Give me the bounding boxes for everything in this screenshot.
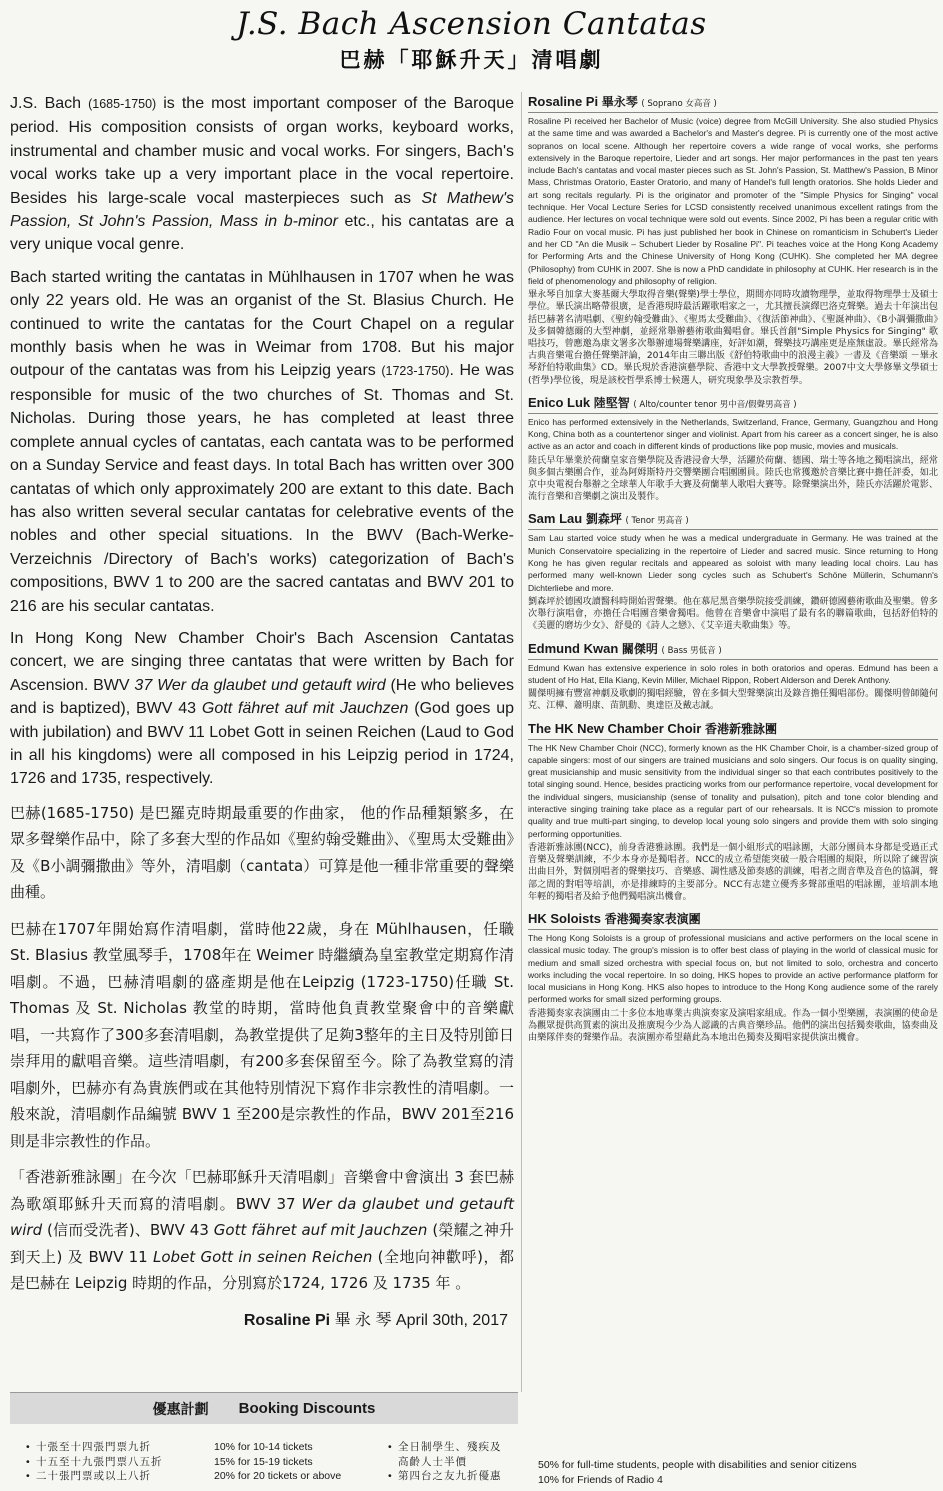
booking-discounts xyxy=(0,1392,943,1491)
booking-title-en: Booking Discounts xyxy=(238,1400,376,1417)
list-item: 高齡人士半價 xyxy=(398,1455,467,1468)
bullet-icon: • xyxy=(26,1470,30,1482)
bullet-icon: • xyxy=(26,1455,30,1468)
performer-bios xyxy=(528,93,938,1051)
author-name-zh: 畢 永 琴 xyxy=(334,1311,392,1329)
title-english: J.S. Bach Ascension Cantatas xyxy=(236,6,707,42)
page-header xyxy=(0,0,943,84)
bio-edmund-kwan xyxy=(528,640,938,713)
discount-list-en-concession xyxy=(538,1458,857,1487)
list-item: • 全日制學生、殘疾及 xyxy=(388,1441,502,1453)
title-chinese: 巴赫「耶穌升天」清唱劇 xyxy=(339,48,604,72)
bio-heading: The HK New Chamber Choir 香港新雅詠團 xyxy=(528,720,938,740)
bio-enico-luk xyxy=(528,394,938,504)
article-paragraph-3: In Hong Kong New Chamber Choir's Bach Ascension Cantatas concert, we are singing three cantatas that were written by Bach for Ascension. BWV 37 Wer da glaubet und getauft wird (He who believes and is baptized), BWV 43 Gott fähret auf mit Jauchzen (God goes up with jubilation) and BWV 11 Lobet Gott in seinen Reichen (Laud to God in all his kingdoms) were all composed in his Leipzig period in 1724, 1726 and 1735, respectively. xyxy=(10,629,514,788)
bio-text-en: The HK New Chamber Choir (NCC), formerly known as the HK Chamber Choir, is a chamber-sized group of capable singers: most of our singers are trained musicians and solo singers. Our focus is on quality singing, great musicianship and music sensitivity from the individual singer so that each contributes positively to the total singing sound. Hence, besides practicing works from our performance repertoire, vocal development for the individual singers, musicianship (sense of tonality and pulsation), pitch and tone color blending and interactive singing training take place as a regular part of our rehearsals. It is NCC's mission to promote quality and true multi-part singing, to develop local young solo singers and provide them with solo singing performing opportunities. xyxy=(528,742,938,839)
article-paragraph-1: J.S. Bach (1685-1750) is the most important composer of the Baroque period. His composition consists of organ works, keyboard works, instrumental and chamber music and vocal works. For singers, Bach's vocal works take up a very important place in the vocal repertoire. Besides his large-scale vocal masterpieces such as St Mathew's Passion, St John's Passion, Mass in b-minor etc., his cantatas are a very unique vocal genre. xyxy=(10,95,515,254)
bullet-icon: • xyxy=(26,1441,30,1453)
list-item: 10% for 10-14 tickets xyxy=(214,1441,313,1453)
bio-text-zh: 關傑明擁有豐富神劇及歌劇的獨唱經驗，曾在多個大型聲樂演出及錄音擔任獨唱部份。關傑明曾師隨何克、江樺、蕭明康、苗凱勳、奧達臣及戴志誠。 xyxy=(528,689,938,712)
bio-text-en: Rosaline Pi received her Bachelor of Music (voice) degree from McGill University. She also studied Physics at the same time and was awarded a Bachelor's and Master's degree. Pi is currently one of the most active sopranos on local scene. Although her repertoire covers a wide range of vocal works, she performs extensively in the Baroque repertoire, Lieder and art songs. Her major performances in the past ten years include Bach's cantatas and vocal master pieces such as St. John's Passion, St. Matthew's Passion, B Minor Mass, Christmas Oratorio, Easter Oratorio, and many of Handel's full length oratorios. She holds Lieder and art song recitals regularly. Pi is the originator and promoter of the "Simple Physics for Singing" vocal technique. Her Vocal Lecture Series for LCSD consistently received unanimous excellent ratings from the audience. Her lectures on vocal technique were sold out events. Since 2002, Pi has been a regular critic with Radio Four on vocal music. Pi has just published her book in Chinese on romanticism in Schubert's Lieder and her CD "An die Musik – Schubert Lieder by Rosaline Pi". Pi teaches voice at the Hong Kong Academy for Performing Arts and the Chinese University of Hong Kong (CUHK). She completed her MA degree (Philosophy) from CUHK in 2007. She is now a PhD candidate in philosophy at CUHK. Her research is in the field of phenomenology and philosophy of religion. xyxy=(528,116,938,286)
discount-list-zh-group xyxy=(26,1440,163,1484)
column-divider xyxy=(521,92,522,1392)
list-item: 10% for Friends of Radio 4 xyxy=(538,1473,663,1486)
booking-title-bar xyxy=(10,1392,518,1424)
bio-text-en: Enico has performed extensively in the Netherlands, Switzerland, France, Germany, Guangzhou and Hong Kong, China both as a countertenor singer and violinist. Apart from his career as a concert singer, he is also active as an actor and coach in different kinds of productions like pop music, movies and musicals. xyxy=(528,416,938,452)
main-article xyxy=(10,92,514,1330)
author-signature xyxy=(10,1307,514,1330)
article-paragraph-zh-2: 巴赫在1707年開始寫作清唱劇，當時他22歲，身在 Mühlhausen，任職 St. Blasius 教堂風琴手，1708年在 Weimer 時繼續為皇室教堂定期寫作清唱劇。不過，巴赫清唱劇的盛產期是他在Leipzig (1723-1750)任職 St. Thomas 及 St. Nicholas 教堂的時期，當時他負責教堂聚會中的音樂獻唱，一共寫作了300多套清唱劇，為教堂提供了足夠3整年的主日及特別節日崇拜用的獻唱音樂。這些清唱劇，有200多套保留至今。除了為教堂寫的清唱劇外，巴赫亦有為貴族們或在其他特別情況下寫作非宗教性的清唱劇。一般來說，清唱劇作品編號 BWV 1 至200是宗教性的作品，BWV 201至216 則是非宗教性的作品。 xyxy=(10,919,514,1150)
bio-heading: Edmund Kwan 關傑明 ( Bass 男低音 ) xyxy=(528,640,938,660)
bio-text-en: The Hong Kong Soloists is a group of professional musicians and active performers on the local scene in classical music today. The group's mission is to offer best class of playing in the world of classical music for medium and small sized orchestra with special focus on, but not limited to solo, orchestra and concerto works including the vocal repertoire. In so doing, HKS hopes to provide an active performance platform for local musicians in Hong Kong. HKS also hopes to introduce to the Hong Kong audience some of the rarely performed works for small sized performing groups. xyxy=(528,932,938,1005)
article-paragraph-zh-3: 「香港新雅詠團」在今次「巴赫耶穌升天清唱劇」音樂會中會演出 3 套巴赫為歌頌耶穌升天而寫的清唱劇。BWV 37 Wer da glaubet und getauft wird (信而受洗者)、BWV 43 Gott fähret auf mit Jauchzen (榮耀之神升到天上) 及 BWV 11 Lobet Gott in seinen Reichen (全地向神歡呼)，都是巴赫在 Leipzig 時期的作品，分別寫於1724, 1726 及 1735 年 。 xyxy=(10,1168,514,1293)
bio-rosaline-pi xyxy=(528,93,938,387)
author-name: Rosaline Pi xyxy=(243,1311,331,1329)
list-item: 50% for full-time students, people with disabilities and senior citizens xyxy=(538,1459,857,1471)
booking-title-zh: 優惠計劃 xyxy=(152,1401,209,1418)
bio-text-zh: 香港新雅詠團(NCC)，前身香港雅詠團。我們是一個小組形式的唱詠團，大部分團員本身都是受過正式音樂及聲樂訓練，不少本身亦是獨唱者。NCC的成立希望能突破一般合唱團的規限，所以除了練習演出曲目外，對個別唱者的聲樂技巧、音樂感、調性感及節奏感的訓練，唱者之間音準及音色的協調，聲部之間的對唱等培訓，亦是排練時的主要部分。NCC有志建立優秀多聲部重唱的唱詠團，並培訓本地年輕的獨唱者及給予他們獨唱演出機會。 xyxy=(528,842,938,902)
list-item: • 十張至十四張門票九折 xyxy=(26,1441,151,1453)
article-paragraph-zh-1: 巴赫(1685-1750) 是巴羅克時期最重要的作曲家， 他的作品種類繁多，在眾多聲樂作品中，除了多套大型的作品如《聖約翰受難曲》、《聖馬太受難曲》及《B小調彌撒曲》等外，清唱劇（cantata）可算是他一種非常重要的聲樂曲種。 xyxy=(10,803,514,902)
article-paragraph-2: Bach started writing the cantatas in Mühlhausen in 1707 when he was only 22 years old. He was an organist of the St. Blasius Church. He continued to write the cantatas for the Court Chapel on a regular monthly basis when he was in Weimar from 1708. But his major outpour of the cantatas was from his Leipzig years (1723-1750). He was responsible for music of the two churches of St. Thomas and St. Nicholas. During those years, he has completed at least three complete annual cycles of cantatas, each cantata was to be performed on a Sunday Service and feast days. In total Bach has written over 300 cantatas of which only approximately 200 are extant to this date. Bach has also written several secular cantatas for celebrative events of the nobles and other special situations. In the BWV (Bach-Werke-Verzeichnis /Directory of Bach's works) categorization of Bach's compositions, BWV 1 to 200 are the sacred cantatas and BWV 201 to 216 are his secular cantatas. xyxy=(10,268,514,615)
bio-heading: Rosaline Pi 畢永琴 ( Soprano 女高音 ) xyxy=(528,93,938,113)
list-item: 15% for 15-19 tickets xyxy=(214,1455,313,1468)
signature-date: April 30th, 2017 xyxy=(395,1311,508,1329)
bio-text-zh: 陸氏早年畢業於荷蘭皇家音樂學院及香港浸會大學，活躍於荷蘭、德國、瑞士等各地之獨唱演出，經常與多個古樂團合作，並為阿姆斯特丹交響樂團合唱團團員。陸氏也常獲邀於音樂比賽中擔任評委，如北京中央電視台舉辦之全球華人年歌手大賽及荷蘭華人歌唱大賽等。除聲樂演出外，陸氏亦活躍於電影、流行音樂和音樂劇之演出及製作。 xyxy=(528,455,938,503)
bio-text-zh: 香港獨奏家表演團由二十多位本地專業古典演奏家及演唱家組成。作為一個小型樂團，表演團的使命是為觀眾提供高質素的演出及推廣現今少為人認識的古典音樂珍品。他們的演出包括獨奏歌曲，協奏曲及由樂隊伴奏的聲樂作品。表演團亦希望藉此為本地出色獨奏及獨唱家提供演出機會。 xyxy=(528,1008,938,1044)
bio-hk-new-chamber-choir xyxy=(528,720,938,903)
bio-hk-soloists xyxy=(528,910,938,1044)
bullet-icon: • xyxy=(388,1470,392,1482)
bio-sam-lau xyxy=(528,510,938,632)
bio-text-en: Edmund Kwan has extensive experience in solo roles in both oratorios and operas. Edmund has been a student of Ho Hat, Ella Kiang, Kevin Miller, Michael Rippon, Robert Alderson and Derek Anthony. xyxy=(528,662,938,685)
list-item: • 第四台之友九折優惠 xyxy=(388,1470,502,1482)
discount-list-zh-concession xyxy=(388,1440,502,1484)
bio-heading: Sam Lau 劉森坪 ( Tenor 男高音 ) xyxy=(528,510,938,530)
list-item: • 二十張門票或以上八折 xyxy=(26,1470,151,1482)
bio-text-en: Sam Lau started voice study when he was a medical undergraduate in Germany. He was trained at the Munich Conservatoire specializing in the repertoire of Lieder and sacred music. Since returning to Hong Kong he has given regular recitals and appeared as soloist with many leading local choirs. Lau has performed many well-known Lieder song cycles such as Schubert's Schöne Müllerin, Schumann's Dichterliebe and more. xyxy=(528,533,938,593)
bio-text-zh: 畢永琴自加拿大麥基爾大學取得音樂(聲樂)學士學位，期間亦同時攻讀物理學，並取得物理學士及碩士學位。畢氏演出略帶很廣，是香港現時最活躍歌唱家之一，尤其擅長演繹巴洛克聲樂。過去十年演出包括巴赫著名清唱劇、《聖約翰受難曲》、《聖馬太受難曲》、《復活節神曲》、《聖誕神曲》、《B小調彌撒曲》及多個韓德爾的大型神劇，並經常舉辦藝術歌曲獨唱會。畢氏首創"Simple Physics for Singing" 歌唱技巧，曾應邀為康文署多次舉辦連場聲樂講座，好評如潮，聲樂技巧講座更是座無虛設。畢氏經常為古典音樂電台擔任聲樂評論，2014年由三聯出版《舒伯特歌曲中的浪漫主義》一書及《音樂頌 －畢永琴舒伯特歌曲集》CD。畢氏現於香港演藝學院、香港中文大學教授聲樂。2007中文大學修畢文學碩士(哲學)學位後，現是該校哲學系博士候選人，研究現象學及宗教哲學。 xyxy=(528,290,938,386)
bullet-icon: • xyxy=(388,1441,392,1453)
list-item: • 十五至十九張門票八五折 xyxy=(26,1455,163,1468)
bio-heading: Enico Luk 陸堅智 ( Alto/counter tenor 男中音/假聲男高音 ) xyxy=(528,394,938,414)
bio-text-zh: 劉森坪於德國攻讀醫科時開始習聲樂。他在慕尼黑音樂學院接受訓練，鑽研德國藝術歌曲及聖樂。曾多次舉行演唱會，亦擔任合唱團音樂會獨唱。他曾在音樂會中演唱了最有名的聯篇歌曲，包括舒伯特的《美麗的磨坊少女》、舒曼的《詩人之戀》、《艾辛道夫歌曲集》等。 xyxy=(528,596,938,632)
discount-list-en-group xyxy=(214,1440,341,1484)
list-item: 20% for 20 tickets or above xyxy=(214,1470,342,1482)
bio-heading: HK Soloists 香港獨奏家表演團 xyxy=(528,910,938,930)
